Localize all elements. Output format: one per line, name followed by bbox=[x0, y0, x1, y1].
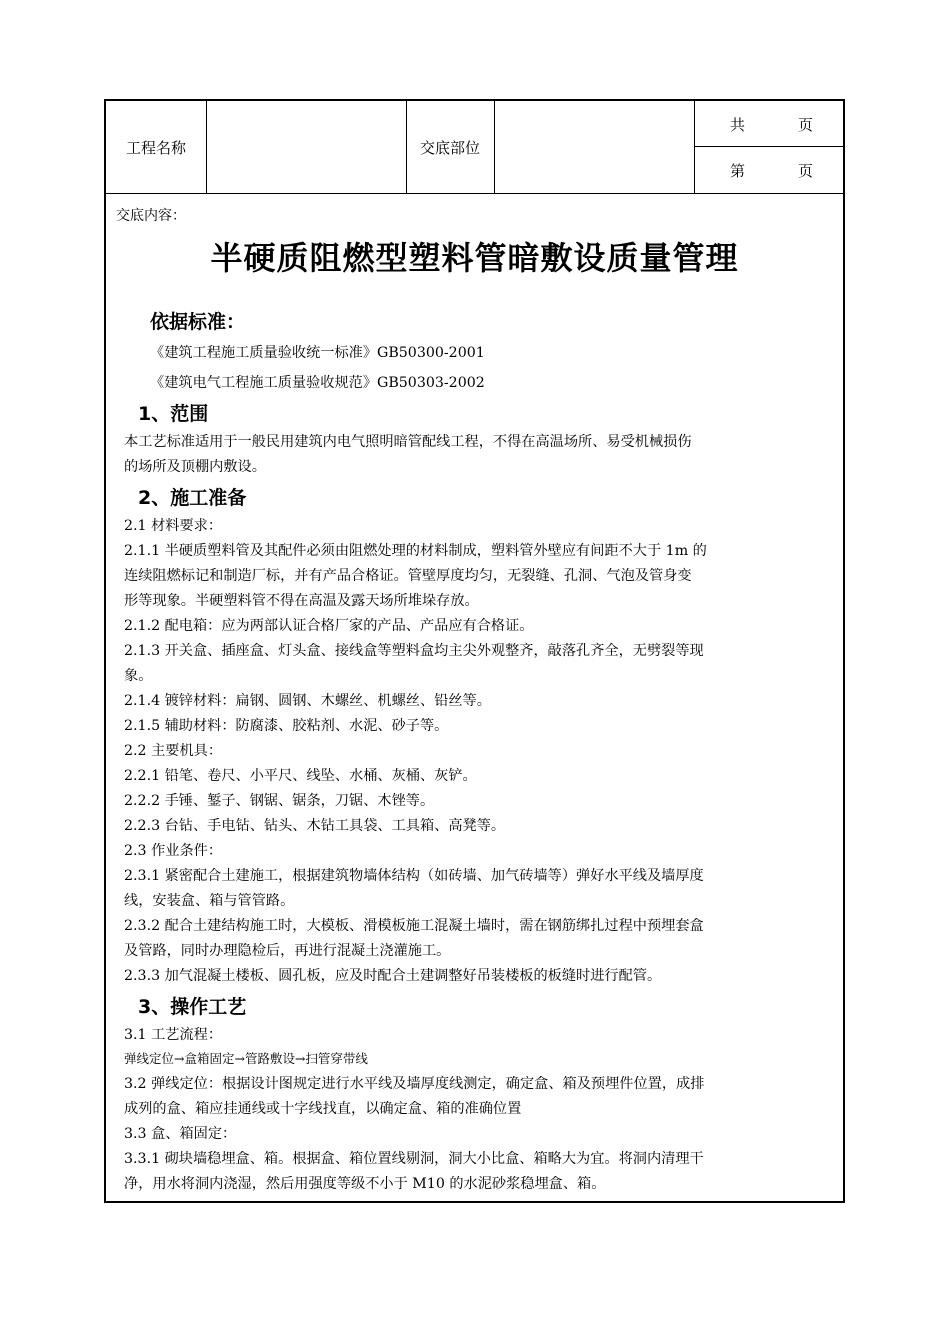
section-2-line: 2.3 作业条件： bbox=[124, 843, 223, 859]
section-3-line: 3.2 弹线定位：根据设计图规定进行水平线及墙厚度线测定，确定盒、箱及预埋件位置，成排 bbox=[124, 1076, 705, 1092]
section-2-line: 2.1.5 辅助材料：防腐漆、胶粘剂、水泥、砂子等。 bbox=[124, 718, 449, 734]
section-2-heading: 2、施工准备 bbox=[138, 487, 247, 509]
section-2-line: 象。 bbox=[124, 668, 153, 684]
section-2-line: 2.3.3 加气混凝土楼板、圆孔板，应及时配合土建调整好吊装楼板的板缝时进行配管。 bbox=[124, 968, 662, 984]
page-number bbox=[694, 147, 843, 193]
section-2-line: 2.1.1 半硬质塑料管及其配件必须由阻燃处理的材料制成，塑料管外壁应有间距不大于 1m 的 bbox=[124, 543, 707, 559]
section-2-line: 2.1.3 开关盒、插座盒、灯头盒、接线盒等塑料盒均主尖外观整齐，敲落孔齐全，无劈裂等现 bbox=[124, 643, 704, 659]
project-name-label: 工程名称 bbox=[125, 138, 186, 157]
section-2-line: 连续阻燃标记和制造厂标，并有产品合格证。管壁厚度均匀，无裂缝、孔洞、气泡及管身变 bbox=[124, 568, 692, 584]
total-unit: 页 bbox=[798, 115, 814, 134]
handover-part-label: 交底部位 bbox=[419, 138, 480, 157]
page-unit: 页 bbox=[798, 161, 814, 180]
page-label: 第 bbox=[730, 161, 746, 180]
section-2-line: 线，安装盒、箱与管管路。 bbox=[124, 893, 295, 909]
section-2-line: 2.1 材料要求： bbox=[124, 518, 223, 534]
section-3-line: 成列的盒、箱应挂通线或十字线找直，以确定盒、箱的准确位置 bbox=[124, 1101, 522, 1117]
section-2-line: 2.2 主要机具： bbox=[124, 743, 223, 759]
header-table bbox=[106, 101, 843, 194]
total-label: 共 bbox=[730, 115, 746, 134]
section-2-line: 形等现象。半硬塑料管不得在高温及露天场所堆垛存放。 bbox=[124, 593, 479, 609]
standard-2: 《建筑电气工程施工质量验收规范》GB50303-2002 bbox=[150, 375, 485, 391]
section-2-line: 2.2.1 铅笔、卷尺、小平尺、线坠、水桶、灰桶、灰铲。 bbox=[124, 768, 477, 784]
process-flow: 弹线定位→盒箱固定→管路敷设→扫管穿带线 bbox=[124, 1051, 368, 1066]
total-pages bbox=[694, 101, 843, 147]
section-3-line: 3.1 工艺流程： bbox=[124, 1027, 223, 1043]
section-1-heading: 1、范围 bbox=[138, 403, 209, 425]
basis-heading: 依据标准： bbox=[150, 311, 246, 333]
section-2-line: 2.1.4 镀锌材料：扁钢、圆钢、木螺丝、机螺丝、铅丝等。 bbox=[124, 693, 491, 709]
section-2-line: 2.1.2 配电箱：应为两部认证合格厂家的产品、产品应有合格证。 bbox=[124, 618, 534, 634]
content-label: 交底内容： bbox=[116, 208, 186, 224]
section-1-line: 本工艺标准适用于一般民用建筑内电气照明暗管配线工程，不得在高温场所、易受机械损伤 bbox=[124, 434, 692, 450]
section-3-line: 3.3 盒、箱固定： bbox=[124, 1126, 237, 1142]
section-3-heading: 3、操作工艺 bbox=[138, 996, 247, 1018]
project-name-value[interactable] bbox=[207, 101, 406, 193]
section-2-line: 2.2.2 手锤、錾子、钢锯、锯条，刀锯、木锉等。 bbox=[124, 793, 435, 809]
section-2-line: 2.3.2 配合土建结构施工时，大模板、滑模板施工混凝土墙时，需在钢筋绑扎过程中预埋套盒 bbox=[124, 918, 704, 934]
document-title: 半硬质阻燃型塑料管暗敷设质量管理 bbox=[210, 239, 739, 277]
section-3-line: 3.3.1 砌块墙稳埋盒、箱。根据盒、箱位置线剔洞，洞大小比盒、箱略大为宜。将洞内清理干 bbox=[124, 1151, 704, 1167]
section-1-line: 的场所及顶棚内敷设。 bbox=[124, 459, 266, 475]
standard-1: 《建筑工程施工质量验收统一标准》GB50300-2001 bbox=[150, 345, 485, 361]
section-2-line: 2.2.3 台钻、手电钻、钻头、木钻工具袋、工具箱、高凳等。 bbox=[124, 818, 506, 834]
handover-sheet bbox=[104, 99, 845, 1203]
section-2-line: 2.3.1 紧密配合土建施工，根据建筑物墙体结构（如砖墙、加气砖墙等）弹好水平线及墙厚度 bbox=[124, 868, 704, 884]
section-3-line: 净，用水将洞内浇湿，然后用强度等级不小于 M10 的水泥砂浆稳埋盒、箱。 bbox=[124, 1176, 606, 1192]
section-2-line: 及管路，同时办理隐检后，再进行混凝土浇灌施工。 bbox=[124, 943, 451, 959]
handover-part-value[interactable] bbox=[495, 101, 694, 193]
